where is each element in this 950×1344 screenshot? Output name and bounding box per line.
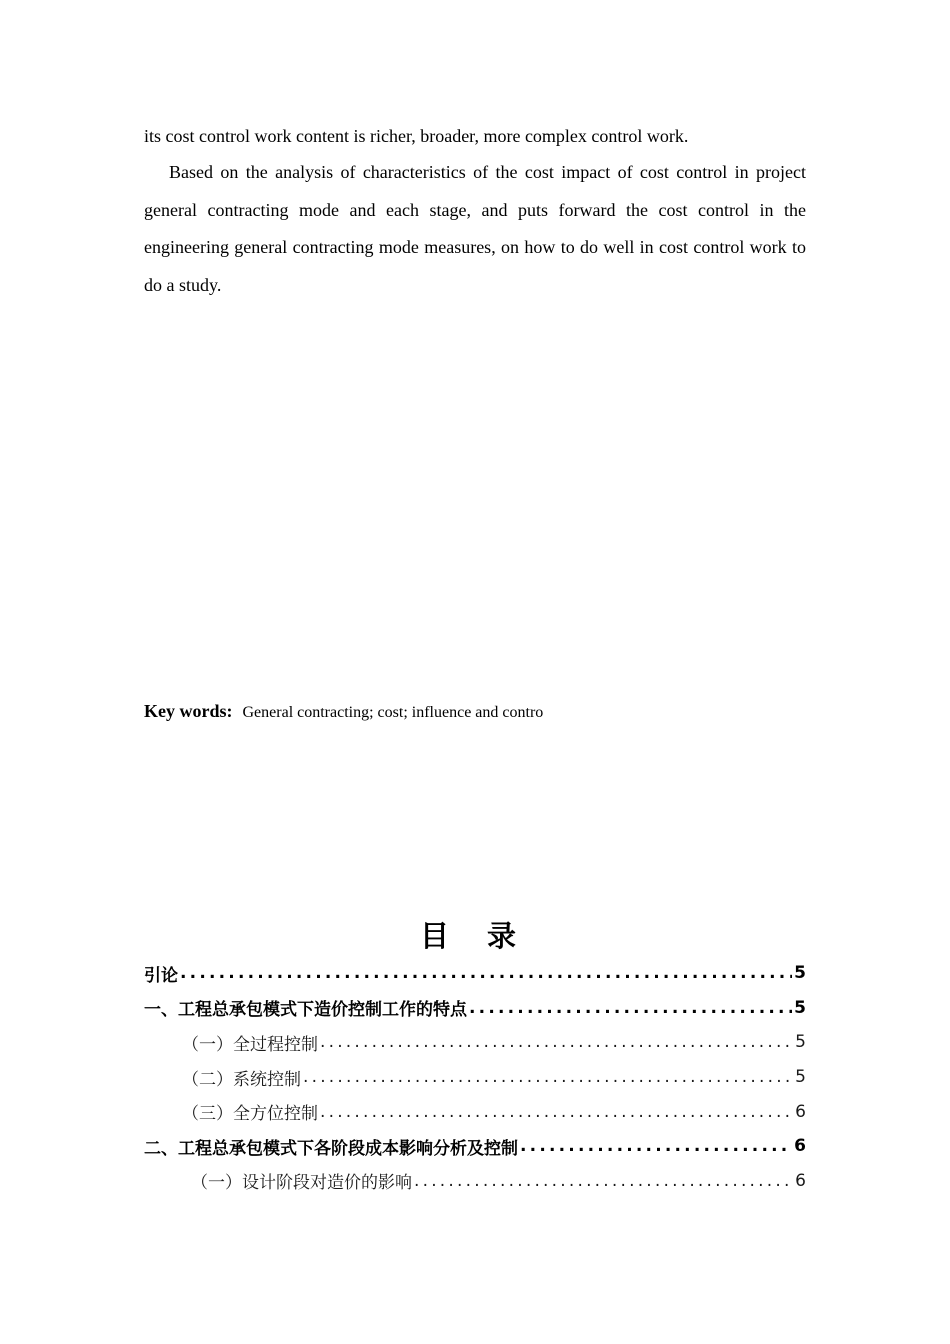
table-of-contents [144,956,806,1198]
abstract-paragraph-continuation: its cost control work content is richer, broader, more complex control work. [144,126,689,146]
toc-entry-page: 5 [795,1032,806,1053]
toc-entry-label: 二、工程总承包模式下各阶段成本影响分析及控制 [144,1138,518,1159]
toc-entry[interactable] [144,1129,806,1164]
toc-leader-dots [180,963,792,983]
toc-leader-dots [414,1171,793,1191]
toc-leader-dots [320,1102,793,1122]
toc-entry-label: （三）全方位控制 [182,1104,318,1125]
keywords-text: General contracting; cost; influence and contro [242,704,544,721]
toc-leader-dots [469,998,792,1018]
toc-leader-dots [303,1067,793,1087]
toc-title: 目 录 [419,919,531,953]
toc-entry[interactable] [144,1094,806,1129]
toc-entry-label: （二）系统控制 [182,1069,301,1090]
toc-entry-page: 6 [794,1136,806,1157]
toc-entry-page: 5 [794,997,806,1018]
abstract-paragraph: Based on the analysis of characteristics of the cost impact of cost control in project general contracting mode and each stage, and puts forward the cost control in the engineering general contracting mode measures, on how to do well in cost control work to do a study. [144,162,806,295]
toc-entry-page: 6 [795,1101,806,1122]
keywords-label: Key words: [144,701,233,721]
toc-entry[interactable] [144,1025,806,1060]
toc-entry[interactable] [144,991,806,1026]
keywords-line [144,697,543,727]
toc-leader-dots [520,1136,792,1156]
toc-entry[interactable] [144,956,806,991]
toc-entry-page: 5 [795,1067,806,1088]
toc-entry-page: 5 [794,963,806,984]
toc-entry-label: 引论 [144,965,178,986]
toc-entry[interactable] [144,1164,806,1199]
toc-leader-dots [320,1032,793,1052]
toc-entry-label: （一）全过程控制 [182,1034,318,1055]
toc-entry-label: 一、工程总承包模式下造价控制工作的特点 [144,1000,467,1021]
toc-entry-label: （一）设计阶段对造价的影响 [191,1173,412,1194]
toc-entry-page: 6 [795,1170,806,1191]
toc-entry[interactable] [144,1060,806,1095]
